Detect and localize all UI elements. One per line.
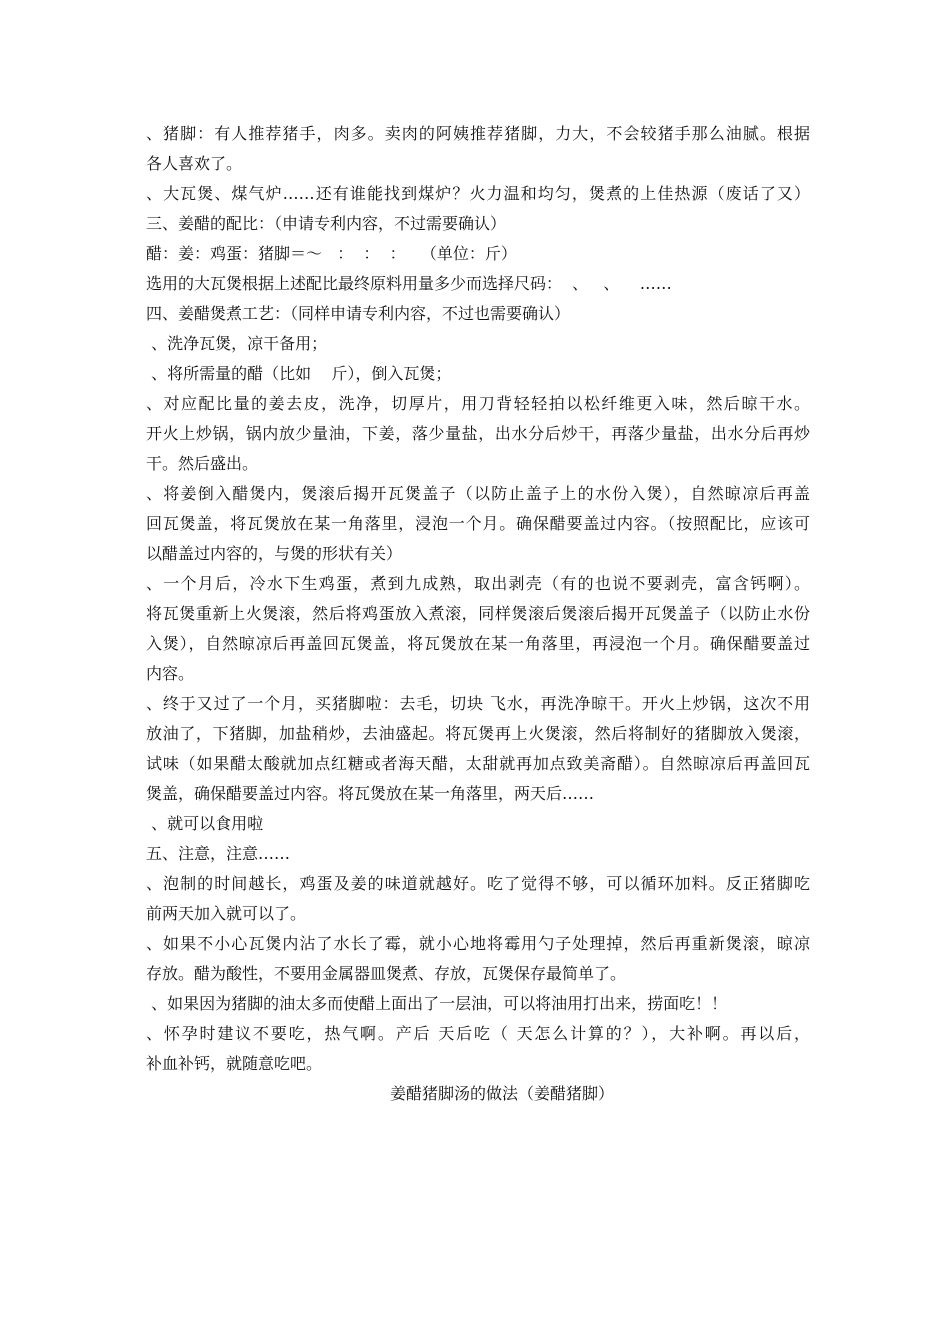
text-line: 、如果因为猪脚的油太多而使醋上面出了一层油，可以将油用打出来，捞面吃！！	[146, 994, 728, 1013]
text-line: 各人喜欢了。	[146, 154, 243, 173]
text-line: 、一个月后，冷水下生鸡蛋，煮到九成熟，取出剥壳（有的也说不要剥壳，富含钙啊）。	[146, 574, 810, 593]
text-line: 煲盖，确保醋要盖过内容。将瓦煲放在某一角落里，两天后……	[146, 784, 595, 803]
text-line: 、终于又过了一个月，买猪脚啦：去毛，切块 飞水，再洗净晾干。开火上炒锅，这次不用	[146, 694, 810, 713]
document-title: 姜醋猪脚汤的做法（姜醋猪脚）	[389, 1084, 614, 1103]
text-line: 五、注意，注意……	[146, 844, 291, 863]
text-line: 四、姜醋煲煮工艺：（同样申请专利内容，不过也需要确认）	[146, 304, 571, 323]
paragraph-lines	[146, 119, 810, 1079]
text-line: 、就可以食用啦	[146, 814, 264, 833]
text-line: 以醋盖过内容的，与煲的形状有关）	[146, 544, 403, 563]
text-line: 、洗净瓦煲，凉干备用；	[146, 334, 328, 353]
text-line: 放油了，下猪脚，加盐稍炒，去油盛起。将瓦煲再上火煲滚，然后将制好的猪脚放入煲滚，	[146, 724, 810, 743]
text-line: 、对应配比量的姜去皮，洗净，切厚片，用刀背轻轻拍以松纤维更入味，然后晾干水。	[146, 394, 810, 413]
text-line: 存放。醋为酸性，不要用金属器皿煲煮、存放，瓦煲保存最简单了。	[146, 964, 627, 983]
text-line: 干。然后盛出。	[146, 454, 259, 473]
text-line: 试味（如果醋太酸就加点红糖或者海天醋，太甜就再加点致美斋醋）。自然晾凉后再盖回瓦	[146, 754, 810, 773]
text-line: 、猪脚：有人推荐猪手，肉多。卖肉的阿姨推荐猪脚，力大，不会较猪手那么油腻。根据	[146, 124, 810, 143]
text-line: 醋：姜：鸡蛋：猪脚＝～ ： ： ： （单位：斤）	[146, 244, 517, 263]
text-line: 开火上炒锅，锅内放少量油，下姜，落少量盐，出水分后炒干，再落少量盐，出水分后再炒	[146, 424, 810, 443]
text-line: 补血补钙，就随意吃吧。	[146, 1054, 323, 1073]
text-line: 、怀孕时建议不要吃，热气啊。产后 天后吃（ 天怎么计算的？），大补啊。再以后，	[146, 1024, 810, 1043]
text-line: 、将所需量的醋（比如 斤），倒入瓦煲；	[146, 364, 452, 383]
text-line: 选用的大瓦煲根据上述配比最终原料用量多少而选择尺码： 、 、 ……	[146, 274, 672, 293]
text-line: 、大瓦煲、煤气炉……还有谁能找到煤炉？火力温和均匀，煲煮的上佳热源（废话了又）	[146, 184, 810, 203]
text-line: 内容。	[146, 664, 195, 683]
text-line: 、将姜倒入醋煲内，煲滚后揭开瓦煲盖子（以防止盖子上的水份入煲），自然晾凉后再盖	[146, 484, 810, 503]
text-line: 入煲），自然晾凉后再盖回瓦煲盖，将瓦煲放在某一角落里，再浸泡一个月。确保醋要盖过	[146, 634, 810, 653]
text-line: 回瓦煲盖，将瓦煲放在某一角落里，浸泡一个月。确保醋要盖过内容。（按照配比，应该可	[146, 514, 810, 533]
text-line: 、泡制的时间越长，鸡蛋及姜的味道就越好。吃了觉得不够，可以循环加料。反正猪脚吃	[146, 874, 810, 893]
text-line: 三、姜醋的配比：（申请专利内容，不过需要确认）	[146, 214, 507, 233]
text-line: 前两天加入就可以了。	[146, 904, 307, 923]
text-line: 将瓦煲重新上火煲滚，然后将鸡蛋放入煮滚，同样煲滚后煲滚后揭开瓦煲盖子（以防止水份	[146, 604, 810, 623]
text-line: 、如果不小心瓦煲内沾了水长了霉，就小心地将霉用勺子处理掉，然后再重新煲滚，晾凉	[146, 934, 810, 953]
document-body	[146, 119, 810, 1109]
